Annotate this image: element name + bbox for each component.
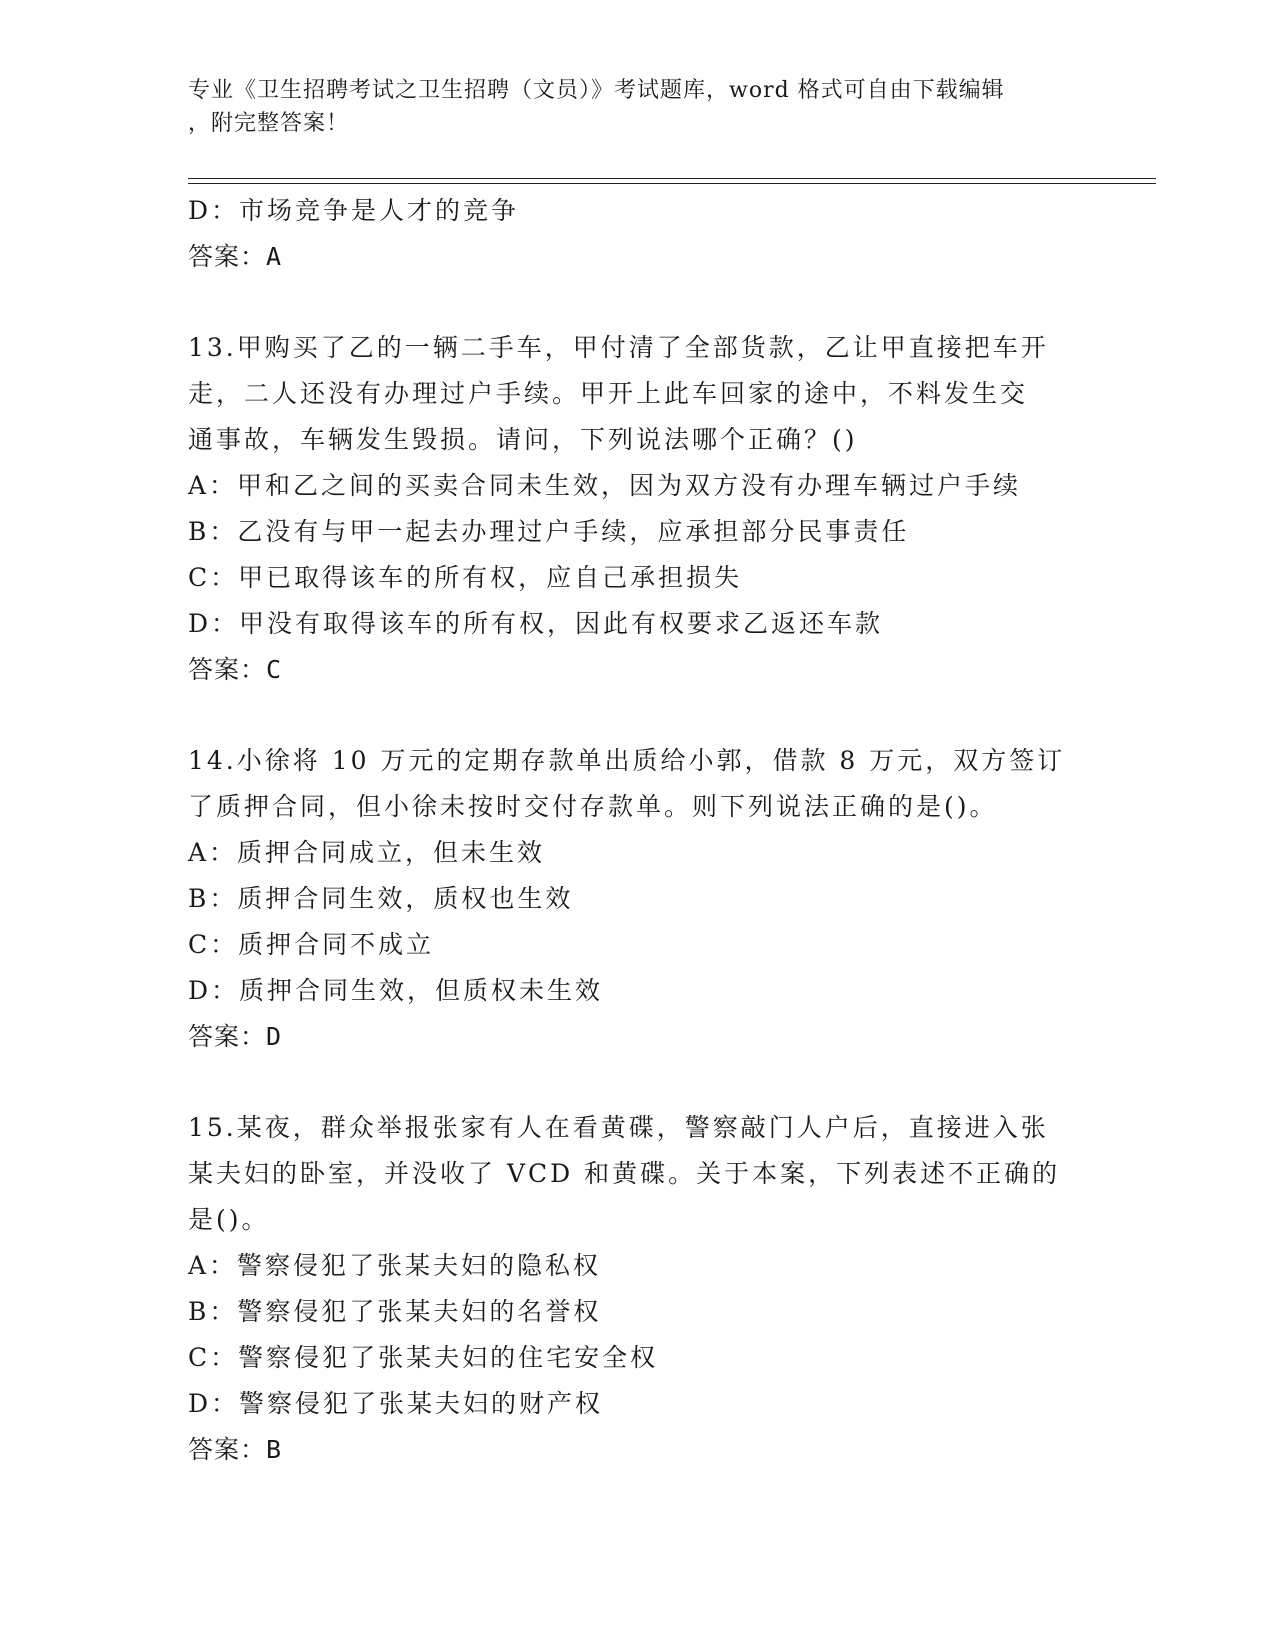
question-15-stem-line-1: 15.某夜，群众举报张家有人在看黄碟，警察敲门人户后，直接进入张 [188, 1113, 1049, 1142]
header-divider-top [188, 178, 1156, 179]
spacer [188, 1060, 1088, 1105]
header-divider-bottom [188, 183, 1156, 184]
answer-value: C [266, 655, 283, 684]
question-content [188, 188, 1088, 1473]
question-14-stem-line-1: 14.小徐将 10 万元的定期存款单出质给小郭，借款 8 万元，双方签订 [188, 746, 1066, 775]
answer-label: 答案： [188, 1022, 267, 1051]
question-14-option-d: D：质押合同生效，但质权未生效 [188, 976, 604, 1005]
question-13-option-b: B：乙没有与甲一起去办理过户手续，应承担部分民事责任 [188, 517, 910, 546]
question-15-option-b: B：警察侵犯了张某夫妇的名誉权 [188, 1297, 602, 1326]
question-13-option-a: A：甲和乙之间的买卖合同未生效，因为双方没有办理车辆过户手续 [188, 471, 1022, 500]
answer-value: A [266, 242, 283, 271]
question-15-answer [188, 1427, 1088, 1473]
question-15 [188, 1105, 1088, 1473]
question-13-option-d: D：甲没有取得该车的所有权，因此有权要求乙返还车款 [188, 609, 884, 638]
question-14-option-c: C：质押合同不成立 [188, 930, 435, 959]
header-line-1: 专业《卫生招聘考试之卫生招聘（文员）》考试题库，word 格式可自由下载编辑 [188, 78, 1005, 103]
question-14-option-a: A：质押合同成立，但未生效 [188, 838, 546, 867]
answer-value: B [266, 1435, 283, 1464]
question-15-option-d: D：警察侵犯了张某夫妇的财产权 [188, 1389, 604, 1418]
answer-label: 答案： [188, 655, 267, 684]
question-15-stem-line-3: 是()。 [188, 1205, 270, 1234]
answer-label: 答案： [188, 1435, 267, 1464]
prev-answer [188, 234, 1088, 280]
question-13-stem-line-3: 通事故，车辆发生毁损。请问，下列说法哪个正确？() [188, 425, 858, 454]
answer-label: 答案： [188, 242, 267, 271]
question-13-answer [188, 647, 1088, 693]
spacer [188, 280, 1088, 325]
question-15-option-c: C：警察侵犯了张某夫妇的住宅安全权 [188, 1343, 659, 1372]
question-13-stem-line-1: 13.甲购买了乙的一辆二手车，甲付清了全部货款，乙让甲直接把车开 [188, 333, 1049, 362]
question-14-stem-line-2: 了质押合同，但小徐未按时交付存款单。则下列说法正确的是()。 [188, 792, 998, 821]
question-15-option-a: A：警察侵犯了张某夫妇的隐私权 [188, 1251, 602, 1280]
question-14-answer [188, 1014, 1088, 1060]
question-13-option-c: C：甲已取得该车的所有权，应自己承担损失 [188, 563, 743, 592]
header-line-2: ，附完整答案！ [188, 111, 350, 136]
question-14 [188, 738, 1088, 1060]
question-15-stem-line-2: 某夫妇的卧室，并没收了 VCD 和黄碟。关于本案，下列表述不正确的 [188, 1159, 1061, 1188]
document-header [188, 74, 1068, 140]
question-13 [188, 325, 1088, 693]
spacer [188, 693, 1088, 738]
question-13-stem-line-2: 走，二人还没有办理过户手续。甲开上此车回家的途中，不料发生交 [188, 379, 1029, 408]
prev-option-d: D：市场竞争是人才的竞争 [188, 196, 520, 225]
answer-value: D [266, 1022, 283, 1051]
question-14-option-b: B：质押合同生效，质权也生效 [188, 884, 574, 913]
